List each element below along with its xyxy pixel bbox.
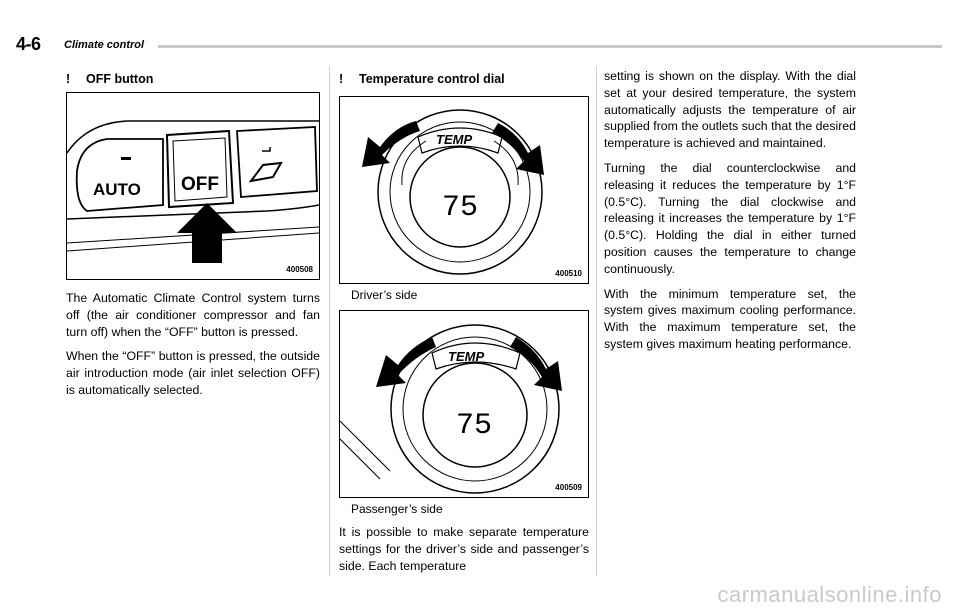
paragraph: When the “OFF” button is pressed, the outside air introduction mode (air inlet selection OFF) is automatically selected. bbox=[66, 349, 320, 397]
figure-code: 400508 bbox=[286, 265, 313, 274]
off-button-heading bbox=[66, 68, 320, 90]
paragraph: setting is shown on the display. With the dial set at your desired temperature, the system automatically adjusts the temperature of air supplied from the outlets such that the desired temperature is achieved and maintained. bbox=[604, 69, 856, 151]
temperature-display: 75 bbox=[456, 409, 493, 443]
right-column bbox=[604, 68, 856, 361]
heading-text: OFF button bbox=[86, 72, 154, 86]
heading-marker: ! bbox=[339, 72, 344, 86]
off-button-illustration bbox=[66, 92, 320, 280]
paragraph: Turning the dial counterclockwise and releasing it reduces the temperature by 1°F (0.5°C). Turning the dial clockwise and releasing it increases the temperature by 1°F (0.5°C). Holding the dial in either turned position causes the temperature to change continuously. bbox=[604, 160, 856, 276]
paragraph: It is possible to make separate temperature settings for the driver’s side and passenger’s side. Each temperature bbox=[339, 525, 589, 573]
left-column bbox=[66, 68, 320, 407]
page-number: 4-6 bbox=[16, 34, 41, 54]
middle-column bbox=[339, 68, 589, 582]
figure-code: 400509 bbox=[555, 483, 582, 492]
passenger-dial-drawing bbox=[340, 311, 588, 497]
driver-dial-drawing bbox=[340, 97, 588, 283]
heading-marker: ! bbox=[66, 72, 71, 86]
page-header bbox=[16, 34, 944, 56]
auto-label: AUTO bbox=[93, 180, 141, 199]
figure-caption: Driver’s side bbox=[351, 288, 418, 302]
paragraph: With the minimum temperature set, the system gives maximum cooling performance. With the maximum temperature set, the system gives maximum heating performance. bbox=[604, 286, 856, 351]
driver-dial-illustration bbox=[339, 96, 589, 284]
figure-code: 400510 bbox=[555, 269, 582, 278]
column-divider bbox=[329, 66, 330, 576]
watermark: carmanualsonline.info bbox=[717, 582, 942, 607]
section-title: Climate control bbox=[64, 39, 145, 51]
off-label: OFF bbox=[181, 174, 219, 195]
header-rule bbox=[158, 45, 942, 48]
off-button-drawing bbox=[67, 93, 319, 279]
counterclockwise-arrow-icon bbox=[362, 121, 420, 167]
figure-caption: Passenger’s side bbox=[351, 502, 443, 516]
temp-label: TEMP bbox=[448, 349, 485, 364]
paragraph: The Automatic Climate Control system turns off (the air conditioner compressor and fan turn off) when the “OFF” button is pressed. bbox=[66, 291, 320, 339]
temp-label: TEMP bbox=[436, 132, 473, 147]
passenger-dial-illustration bbox=[339, 310, 589, 498]
counterclockwise-arrow-icon bbox=[376, 337, 436, 387]
heading-text: Temperature control dial bbox=[359, 72, 505, 86]
temperature-dial-heading bbox=[339, 68, 589, 90]
temperature-display: 75 bbox=[442, 191, 479, 225]
column-divider bbox=[596, 66, 597, 576]
